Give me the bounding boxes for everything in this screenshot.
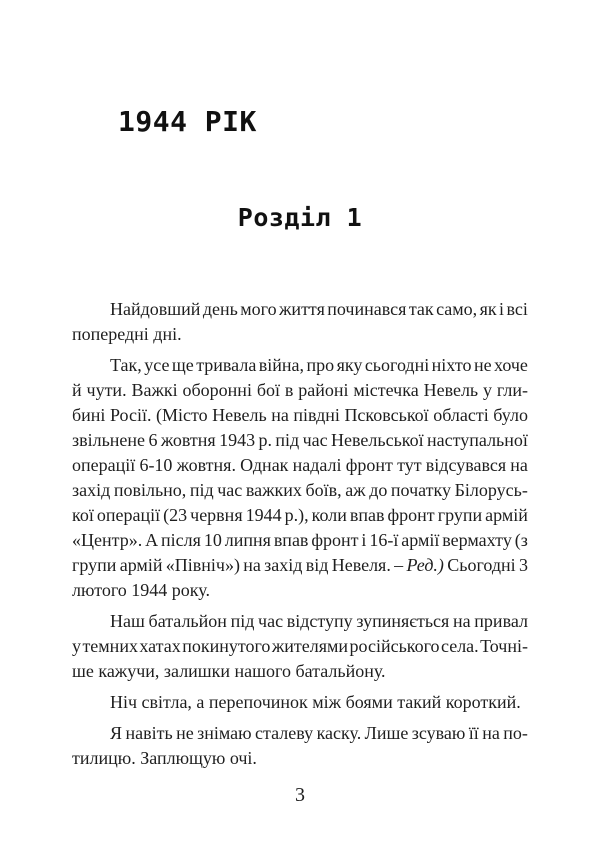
text-line	[72, 403, 528, 428]
word: темних	[82, 636, 138, 656]
paragraph	[72, 690, 528, 715]
word: чути.	[86, 380, 127, 400]
word: коли	[311, 505, 347, 525]
word: Білорусь-	[454, 480, 528, 500]
word: каску.	[316, 723, 362, 743]
word: Невель	[212, 405, 267, 425]
word: сталеву	[255, 723, 314, 743]
word: «Північ»)	[165, 555, 240, 575]
word: час	[302, 430, 328, 450]
word: Лише	[364, 723, 409, 743]
word: само,	[436, 299, 478, 319]
word: впав	[349, 505, 385, 525]
word: 6	[148, 430, 158, 450]
word: надалі	[292, 455, 342, 475]
word: 1944	[245, 505, 282, 525]
text-line	[72, 721, 528, 746]
word: всі	[506, 299, 528, 319]
word: хоче	[494, 355, 528, 375]
word: в	[284, 380, 294, 400]
word: про	[306, 355, 335, 375]
word: 1943	[219, 430, 256, 450]
text-line	[72, 609, 528, 634]
text-line	[72, 322, 528, 347]
word: (23	[163, 505, 188, 525]
page-number: 3	[295, 784, 305, 806]
word: Невеля.	[331, 555, 391, 575]
word: Росії.	[109, 405, 152, 425]
word: батальйон	[148, 611, 227, 631]
italic-word: Ред.)	[406, 555, 444, 575]
text-line	[72, 428, 528, 453]
word: на	[510, 455, 528, 475]
word: кої	[72, 505, 94, 525]
word: війна,	[258, 355, 305, 375]
word: покинутого	[182, 636, 271, 656]
paragraph	[72, 721, 528, 771]
word: 10	[203, 530, 222, 550]
text-line	[72, 528, 528, 553]
word: тут	[397, 455, 422, 475]
word: час	[217, 480, 243, 500]
word: мого	[240, 299, 277, 319]
word: звільнене	[72, 430, 146, 450]
word: 16-ї	[369, 530, 399, 550]
word: під	[189, 480, 214, 500]
word: фронт	[387, 505, 435, 525]
text-segment: Ніч світла, а перепочинок між боями такий короткий.	[110, 692, 521, 712]
word: Важкі	[131, 380, 178, 400]
text-line	[72, 690, 528, 715]
word: було	[493, 405, 528, 425]
word: ніхто	[431, 355, 472, 375]
word: не	[473, 355, 492, 375]
word: червня	[190, 505, 243, 525]
word: під	[275, 430, 300, 450]
body-text	[72, 297, 528, 771]
word: впав	[273, 530, 309, 550]
word: відсувався	[425, 455, 507, 475]
word: боїв,	[305, 480, 342, 500]
text-line	[72, 478, 528, 503]
word: день	[202, 299, 238, 319]
word: армії	[401, 530, 440, 550]
word: усе	[144, 355, 170, 375]
word: життя	[279, 299, 325, 319]
word: Наш	[110, 611, 145, 631]
word: на	[482, 723, 500, 743]
text-line	[72, 634, 528, 659]
word: Псковської	[344, 405, 429, 425]
text-line	[72, 553, 528, 578]
text-line	[72, 578, 528, 603]
text-line	[72, 503, 528, 528]
word: на	[453, 611, 471, 631]
word: фронт	[345, 455, 393, 475]
word: привал	[474, 611, 528, 631]
word: Так,	[110, 355, 142, 375]
word: як	[479, 299, 497, 319]
word: р.	[258, 430, 272, 450]
word: 3	[518, 555, 528, 575]
word: 6-10	[139, 455, 173, 475]
word: Невельської	[331, 430, 424, 450]
word: захід	[72, 480, 111, 500]
word: Точні-	[480, 636, 528, 656]
word: бині	[72, 405, 106, 425]
chapter-year-heading: 1944 РІК	[118, 105, 257, 138]
word: Невель	[423, 380, 479, 400]
word: так	[408, 299, 434, 319]
text-line	[72, 378, 528, 403]
word: жовтня	[160, 430, 216, 450]
word: до	[369, 480, 388, 500]
word: і	[361, 530, 367, 550]
word: зупиняється	[356, 611, 450, 631]
word: групи	[72, 555, 117, 575]
text-line	[72, 453, 528, 478]
word: армій	[119, 555, 163, 575]
text-line	[72, 659, 528, 684]
word: Найдовший	[110, 299, 201, 319]
word: операції	[72, 455, 136, 475]
text-line	[72, 746, 528, 771]
word: Я	[110, 723, 123, 743]
word: після	[161, 530, 201, 550]
text-line	[72, 353, 528, 378]
word: від	[305, 555, 329, 575]
word: Сьогодні	[447, 555, 516, 575]
text-line	[72, 297, 528, 322]
word: містечка	[353, 380, 419, 400]
word: вермахту	[442, 530, 512, 550]
paragraph	[72, 297, 528, 347]
text-segment: тилицю. Заплющую очі.	[72, 748, 257, 768]
word: жителями	[271, 636, 349, 656]
word: області	[433, 405, 489, 425]
text-segment: ше кажучи, залишки нашого батальйону.	[72, 661, 386, 681]
word: операції	[96, 505, 161, 525]
text-segment: попередні дні.	[72, 324, 182, 344]
word: (з	[514, 530, 528, 550]
word: важких	[245, 480, 302, 500]
word: під	[230, 611, 255, 631]
word: повільно,	[113, 480, 187, 500]
word: і	[499, 299, 505, 319]
word: районі	[298, 380, 349, 400]
word: й	[72, 380, 82, 400]
word: липня	[224, 530, 271, 550]
word: бої	[256, 380, 280, 400]
word: наступальної	[427, 430, 528, 450]
paragraph	[72, 353, 528, 603]
word: –	[394, 555, 404, 575]
word: початку	[390, 480, 452, 500]
word: фронт	[311, 530, 359, 550]
chapter-title: Розділ 1	[237, 203, 363, 232]
word: по-	[503, 723, 528, 743]
word: р.),	[284, 505, 309, 525]
word: оборонні	[182, 380, 252, 400]
word: Однак	[240, 455, 289, 475]
word: тривала	[196, 355, 257, 375]
word: знімаю	[197, 723, 252, 743]
word: А	[145, 530, 159, 550]
word: у	[483, 380, 493, 400]
word: ще	[171, 355, 194, 375]
text-segment: лютого 1944 року.	[72, 580, 210, 600]
word: групи	[437, 505, 483, 525]
word: у	[72, 636, 81, 656]
word: села.	[441, 636, 479, 656]
word: гли-	[496, 380, 528, 400]
word: (Місто	[156, 405, 208, 425]
word: «Центр».	[72, 530, 143, 550]
word: відступу	[286, 611, 353, 631]
word: хатах	[139, 636, 181, 656]
word: аж	[345, 480, 366, 500]
word: армій	[485, 505, 528, 525]
word: захід	[264, 555, 303, 575]
word: починався	[327, 299, 407, 319]
word: час	[258, 611, 284, 631]
word: її	[468, 723, 479, 743]
word: на	[243, 555, 261, 575]
word: зсуваю	[411, 723, 466, 743]
word: яку	[336, 355, 363, 375]
word: півдні	[293, 405, 340, 425]
word: сьогодні	[364, 355, 430, 375]
word: жовтня.	[176, 455, 236, 475]
word: не	[176, 723, 194, 743]
word: навіть	[125, 723, 173, 743]
word: на	[271, 405, 289, 425]
word: російського	[349, 636, 440, 656]
paragraph	[72, 609, 528, 684]
